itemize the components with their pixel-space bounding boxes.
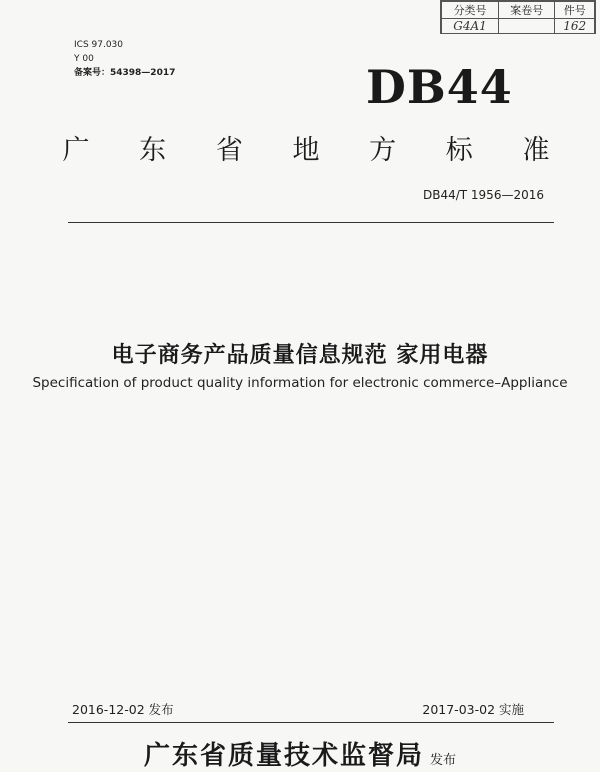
title-english: Specification of product quality information for electronic commerce–Appliance xyxy=(32,375,568,391)
publisher-suffix: 发布 xyxy=(430,753,457,768)
classification-meta xyxy=(74,38,175,80)
stamp-value-file xyxy=(499,19,555,34)
issue-date: 2016-12-02 发布 xyxy=(72,702,174,717)
bottom-divider xyxy=(68,722,554,723)
stamp-header-file: 案卷号 xyxy=(499,2,555,19)
stamp-value-item: 162 xyxy=(555,19,595,34)
archive-stamp xyxy=(440,0,596,34)
standard-type-char: 准 xyxy=(522,135,550,166)
implement-date: 2017-03-02 实施 xyxy=(422,702,524,717)
standard-type xyxy=(56,128,556,167)
ccs-code: Y 00 xyxy=(74,54,94,64)
standard-type-char: 地 xyxy=(292,135,320,166)
stamp-value-category: G4A1 xyxy=(442,19,499,34)
publisher xyxy=(0,735,600,772)
title-chinese: 电子商务产品质量信息规范 家用电器 xyxy=(111,343,489,368)
record-number: 备案号：54398—2017 xyxy=(74,68,176,78)
standard-number: DB44/T 1956—2016 xyxy=(422,188,544,202)
standard-type-char: 广 xyxy=(62,135,90,166)
stamp-header-category: 分类号 xyxy=(442,2,499,19)
standard-code: DB44 xyxy=(366,60,513,114)
standard-type-char: 方 xyxy=(369,135,397,166)
ics-code: ICS 97.030 xyxy=(74,40,124,50)
standard-type-char: 东 xyxy=(139,135,167,166)
top-divider xyxy=(68,222,554,223)
standard-type-char: 省 xyxy=(215,135,243,166)
stamp-header-item: 件号 xyxy=(555,2,595,19)
standard-type-char: 标 xyxy=(445,135,473,166)
publisher-name: 广东省质量技术监督局 xyxy=(143,741,424,771)
